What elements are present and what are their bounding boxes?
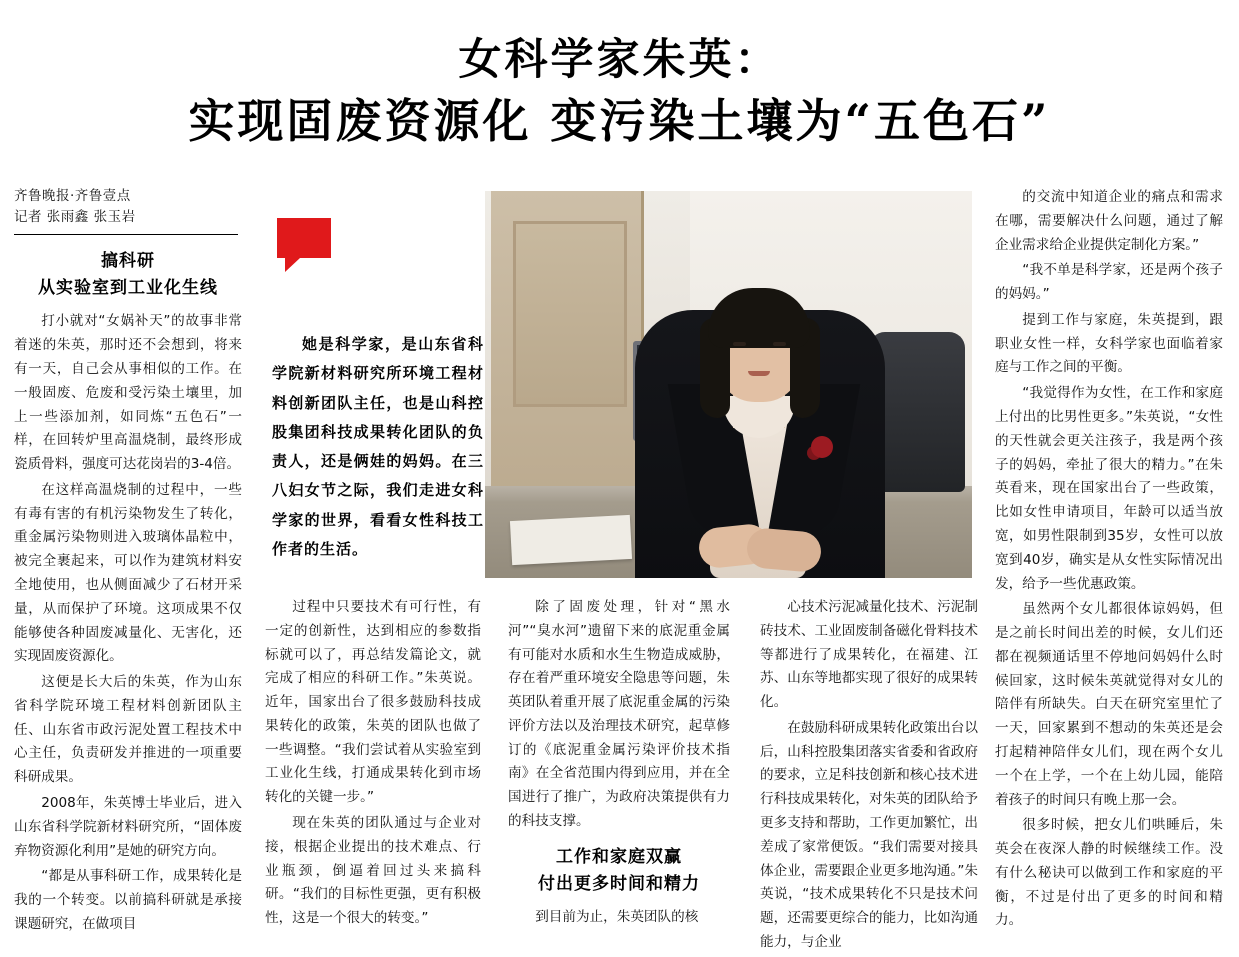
paragraph: 心技术污泥减量化技术、污泥制砖技术、工业固废制备磁化骨料技术等都进行了成果转化，在福建、江苏、山东等地都实现了很好的成果转化。 <box>760 599 978 711</box>
byline-divider <box>14 234 238 235</box>
paragraph: 提到工作与家庭，朱英提到，跟职业女性一样，女科学家也面临着家庭与工作之间的平衡。 <box>995 311 1223 376</box>
paragraph: “都是从事科研工作，成果转化是我的一个转变。以前搞科研就是承接课题研究，在做项目 <box>14 868 242 932</box>
subheading-1-line-1: 搞科研 <box>101 251 155 271</box>
subheading-2-line-2: 付出更多时间和精力 <box>538 874 700 894</box>
photo-person-eye-right <box>773 342 786 346</box>
column-2-body <box>265 596 481 933</box>
quote-marker-icon <box>277 218 331 270</box>
quote-marker-tail <box>285 258 300 272</box>
paragraph: 到目前为止，朱英团队的核 <box>535 909 699 926</box>
column-1 <box>14 248 242 939</box>
column-5-body <box>995 186 1223 935</box>
photo-lapel-brooch <box>811 436 833 458</box>
article-photo <box>485 191 972 578</box>
subheading-2-line-1: 工作和家庭双赢 <box>556 846 682 867</box>
paragraph: 虽然两个女儿都很体谅妈妈，但是之前长时间出差的时候，女儿们还都在视频通话里不停地问妈妈什么时候回家，这时候朱英就觉得对女儿的陪伴有所缺失。白天在研究室里忙了一天，回家累到不想动的朱英还是会打起精神陪伴女儿们，现在两个女儿一个在上学，一个在上幼儿园，能陪着孩子的时间只有晚上那一会。 <box>995 601 1223 808</box>
photo-person-eye-left <box>733 342 746 346</box>
photo-door-panel <box>513 221 627 407</box>
pull-quote: 她是科学家，是山东省科学院新材料研究所环境工程材料创新团队主任，也是山科控股集团科技成果转化团队的负责人，还是俩娃的妈妈。在三八妇女节之际，我们走进女科学家的世界，看看女性科技工作者的生活。 <box>272 335 484 558</box>
byline <box>14 186 244 235</box>
column-1-body <box>14 310 242 936</box>
paragraph: 这便是长大后的朱英，作为山东省科学院环境工程材料创新团队主任、山东省市政污泥处置工程技术中心主任，负责研发并推进的一项重要科研成果。 <box>14 674 242 786</box>
headline-line-1: 女科学家朱英： <box>458 35 781 85</box>
photo-person-mouth <box>748 371 770 376</box>
photo-desk-papers <box>510 515 632 565</box>
column-3-body <box>508 596 730 932</box>
subheading-2 <box>508 844 730 898</box>
photo-door <box>491 191 644 491</box>
paragraph: “我不单是科学家，还是两个孩子的妈妈。” <box>995 262 1223 303</box>
paragraph: 在这样高温烧制的过程中，一些有毒有害的有机污染物发生了转化，重金属污染物则进入玻璃体晶粒中，被完全裹起来，可以作为建筑材料安全地使用，也从侧面减少了石材开采量，从而保护了环境。这项成果不仅能够使各种固废减量化、无害化，还实现固废资源化。 <box>14 481 242 665</box>
page-title <box>0 34 1239 152</box>
paragraph: 2008年，朱英博士毕业后，进入山东省科学院新材料研究所，“固体废弃物资源化利用”是她的研究方向。 <box>14 795 242 859</box>
subheading-1-line-2: 从实验室到工业化生线 <box>38 278 218 299</box>
paragraph: 很多时候，把女儿们哄睡后，朱英会在夜深人静的时候继续工作。没有什么秘诀可以做到工作和家庭的平衡，不过是付出了更多的时间和精力。 <box>995 817 1223 929</box>
column-4-body <box>760 596 978 957</box>
paragraph: 现在朱英的团队通过与企业对接，根据企业提出的技术难点、行业瓶颈，倒逼着回过头来搞科研。“我们的目标性更强，更有积极性，这是一个很大的转变。” <box>265 815 481 927</box>
paragraph: 在鼓励科研成果转化政策出台以后，山科控股集团落实省委和省政府的要求，立足科技创新和核心技术进行科技成果转化，对朱英的团队给予更多支持和帮助，工作更加繁忙，出差成了家常便饭。“我们需要对接具体企业，需要跟企业更多地沟通。”朱英说，“技术成果转化不只是技术问题，还需要更综合的能力，比如沟通能力，与企业 <box>760 719 978 950</box>
quote-marker-box <box>277 218 331 258</box>
byline-reporter: 记者 张雨鑫 张玉岩 <box>14 208 136 225</box>
paragraph: “我觉得作为女性，在工作和家庭上付出的比男性更多。”朱英说，“女性的天性就会更关注孩子，我是两个孩子的妈妈，牵扯了很大的精力。”在朱英看来，现在国家出台了一些政策，比如女性申请项目，年龄可以适当放宽，如男性限制到35岁，女性可以放宽到40岁，确实是从女性实际情况出发，给予一些优惠政策。 <box>995 385 1223 592</box>
subheading-1 <box>14 248 242 302</box>
paragraph: 打小就对“女娲补天”的故事非常着迷的朱英，那时还不会想到，将来有一天，自己会从事相似的工作。在一般固废、危废和受污染土壤里，加上一些添加剂，如同炼“五色石”一样，在回转炉里高温烧制，最终形成瓷质骨料，强度可达花岗岩的3-4倍。 <box>14 313 242 473</box>
photo-person-hand-right <box>745 527 822 573</box>
paragraph: 的交流中知道企业的痛点和需求在哪，需要解决什么问题，通过了解企业需求给企业提供定制化方案。” <box>995 189 1223 253</box>
paragraph: 除了固废处理，针对“黑水河”“臭水河”遗留下来的底泥重金属有可能对水质和水生生物造成威胁，存在着严重环境安全隐患等问题，朱英团队着重开展了底泥重金属的污染评价方法以及治理技术研究，起草修订的《底泥重金属污染评价技术指南》在全省范围内得到应用，并在全国进行了推广，为政府决策提供有力的科技支撑。 <box>508 599 730 830</box>
paragraph: 过程中只要技术有可行性，有一定的创新性，达到相应的参数指标就可以了，再总结发篇论文，就完成了相应的科研工作。”朱英说。近年，国家出台了很多鼓励科技成果转化的政策，朱英的团队也做了一些调整。“我们尝试着从实验室到工业化生线，打通成果转化到市场转化的关键一步。” <box>265 599 481 806</box>
byline-source: 齐鲁晚报·齐鲁壹点 <box>14 188 131 204</box>
headline-line-2: 实现固废资源化 变污染土壤为“五色石” <box>188 93 1051 148</box>
